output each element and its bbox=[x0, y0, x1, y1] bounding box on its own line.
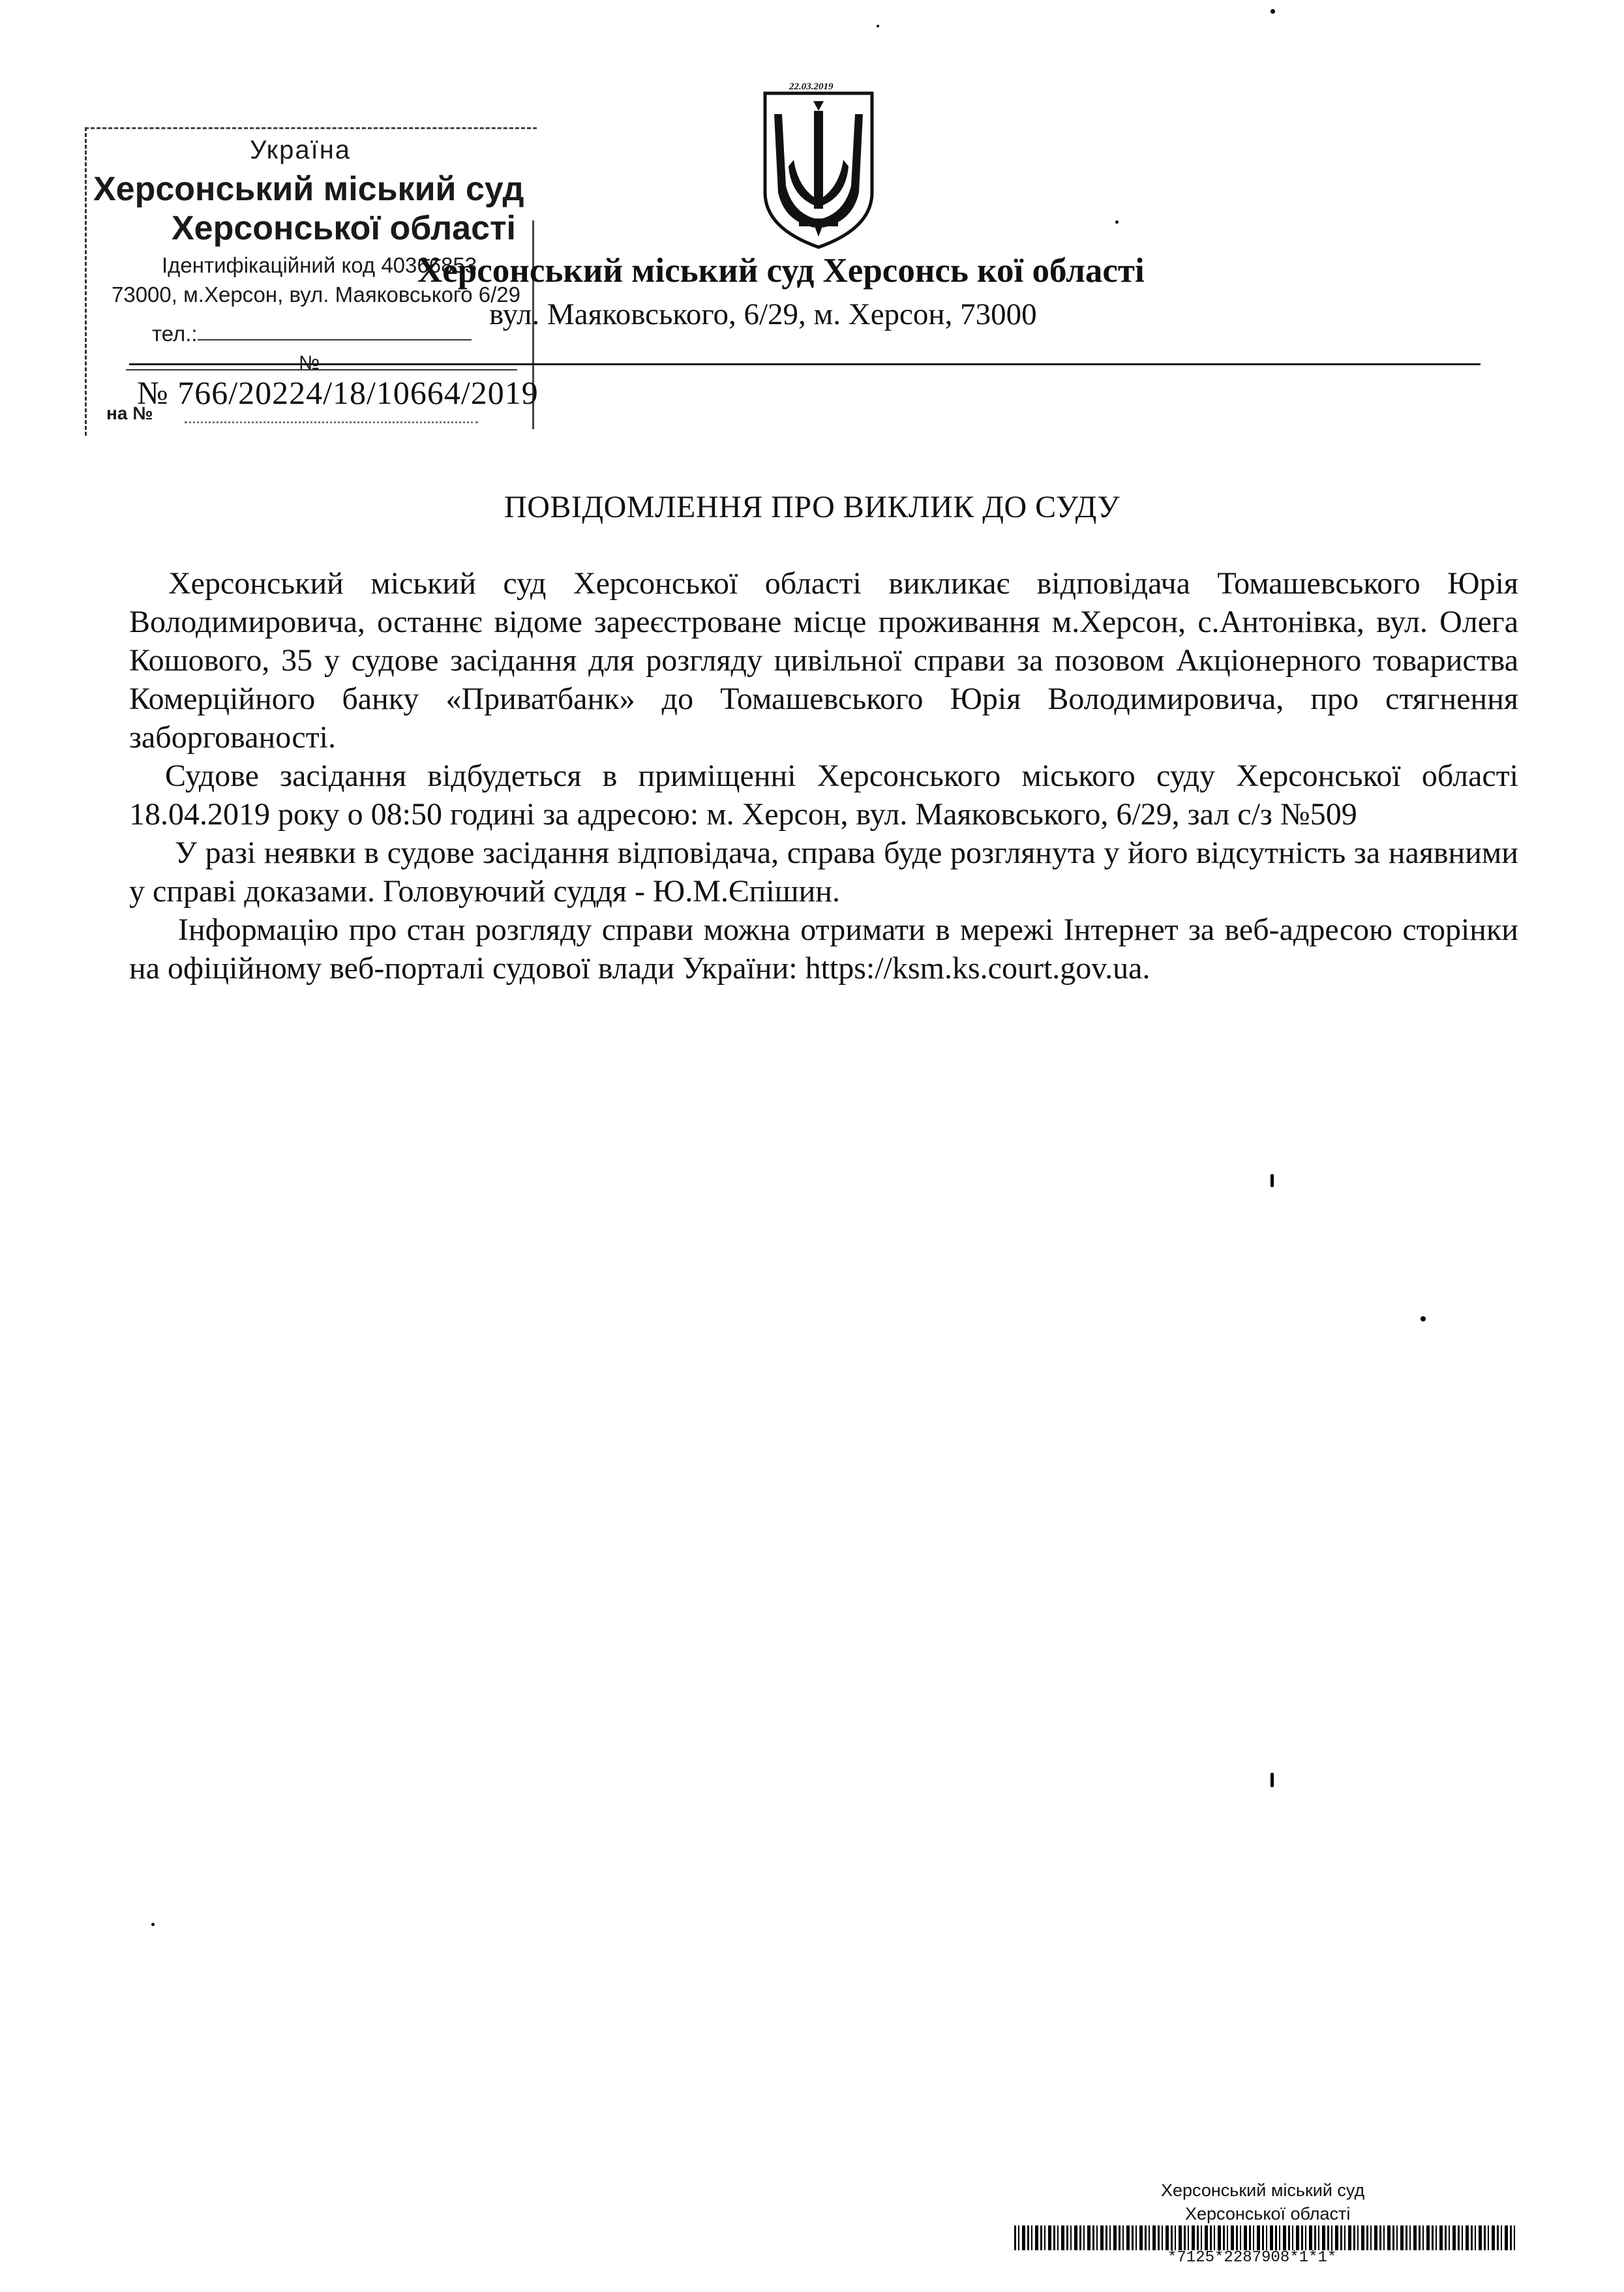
paragraph-info: Інформацію про стан розгляду справи можна отримати в мережі Інтернет за веб-адресою сторінки на офіційному веб-порталі судової влади України: https://ksm.ks.court.gov.ua. bbox=[129, 912, 1518, 986]
scan-speck bbox=[1271, 1174, 1274, 1187]
scan-speck bbox=[1271, 9, 1275, 14]
stamp-tel-line bbox=[198, 339, 472, 340]
barcode-text: *7125*2287908*1*1* bbox=[1167, 2249, 1337, 2267]
stamp-region: Херсонської області bbox=[172, 209, 516, 247]
stamp-edge-bottom bbox=[185, 421, 478, 423]
reference-number: № 766/20224/18/10664/2019 bbox=[137, 374, 539, 411]
stamp-ref-prefix: на № bbox=[106, 403, 153, 423]
court-title: Херсонський міський суд Херсонсь кої області bbox=[417, 252, 1145, 290]
paragraph-summons: Херсонський міський суд Херсонської області викликає відповідача Томашевського Юрія Володимировича, останнє відоме зареєстроване місце проживання м.Херсон, с.Антонівка, вул. Олега Кошового, 35 у судове засідання для розгляду цивільної справи за позовом Акціонерного товариства Комерційного банку «Приватбанк» до Томашевського Юрія Володимировича, про стягнення заборгованості. bbox=[129, 566, 1518, 755]
stamp-no-label: № bbox=[299, 352, 320, 374]
document-heading: ПОВІДОМЛЕННЯ ПРО ВИКЛИК ДО СУДУ bbox=[504, 490, 1120, 524]
barcode bbox=[1014, 2225, 1516, 2250]
stamp-country: Україна bbox=[250, 136, 352, 164]
coat-date: 22.03.2019 bbox=[789, 82, 834, 92]
trident-icon bbox=[760, 88, 877, 251]
scan-speck bbox=[1271, 1773, 1274, 1787]
footer-court: Херсонський міський суд bbox=[1161, 2180, 1365, 2200]
stamp-tel-label: тел.: bbox=[152, 322, 198, 346]
scan-speck bbox=[877, 25, 879, 27]
footer-region: Херсонської області bbox=[1185, 2204, 1351, 2224]
scan-speck bbox=[1421, 1316, 1426, 1321]
stamp-no-line bbox=[126, 369, 517, 370]
scan-speck bbox=[151, 1923, 155, 1926]
header-divider bbox=[129, 363, 1481, 365]
stamp-id-code: Ідентифікаційний код 40366853 bbox=[162, 253, 477, 277]
paragraph-hearing: Судове засідання відбудеться в приміщенні Херсонського міського суду Херсонської області 18.04.2019 року о 08:50 годині за адресою: м. Херсон, вул. Маяковського, 6/29, зал с/з №509 bbox=[129, 759, 1518, 832]
document-body bbox=[129, 564, 1518, 988]
stamp-address: 73000, м.Херсон, вул. Маяковського 6/29 bbox=[112, 282, 520, 307]
stamp-court-name: Херсонський міський суд bbox=[93, 170, 524, 208]
scan-speck bbox=[1115, 220, 1119, 224]
court-address: вул. Маяковського, 6/29, м. Херсон, 73000 bbox=[489, 297, 1037, 331]
paragraph-absence: У разі неявки в судове засідання відповідача, справа буде розглянута у його відсутність за наявними у справі доказами. Головуючий суддя - Ю.М.Єпішин. bbox=[129, 836, 1518, 909]
